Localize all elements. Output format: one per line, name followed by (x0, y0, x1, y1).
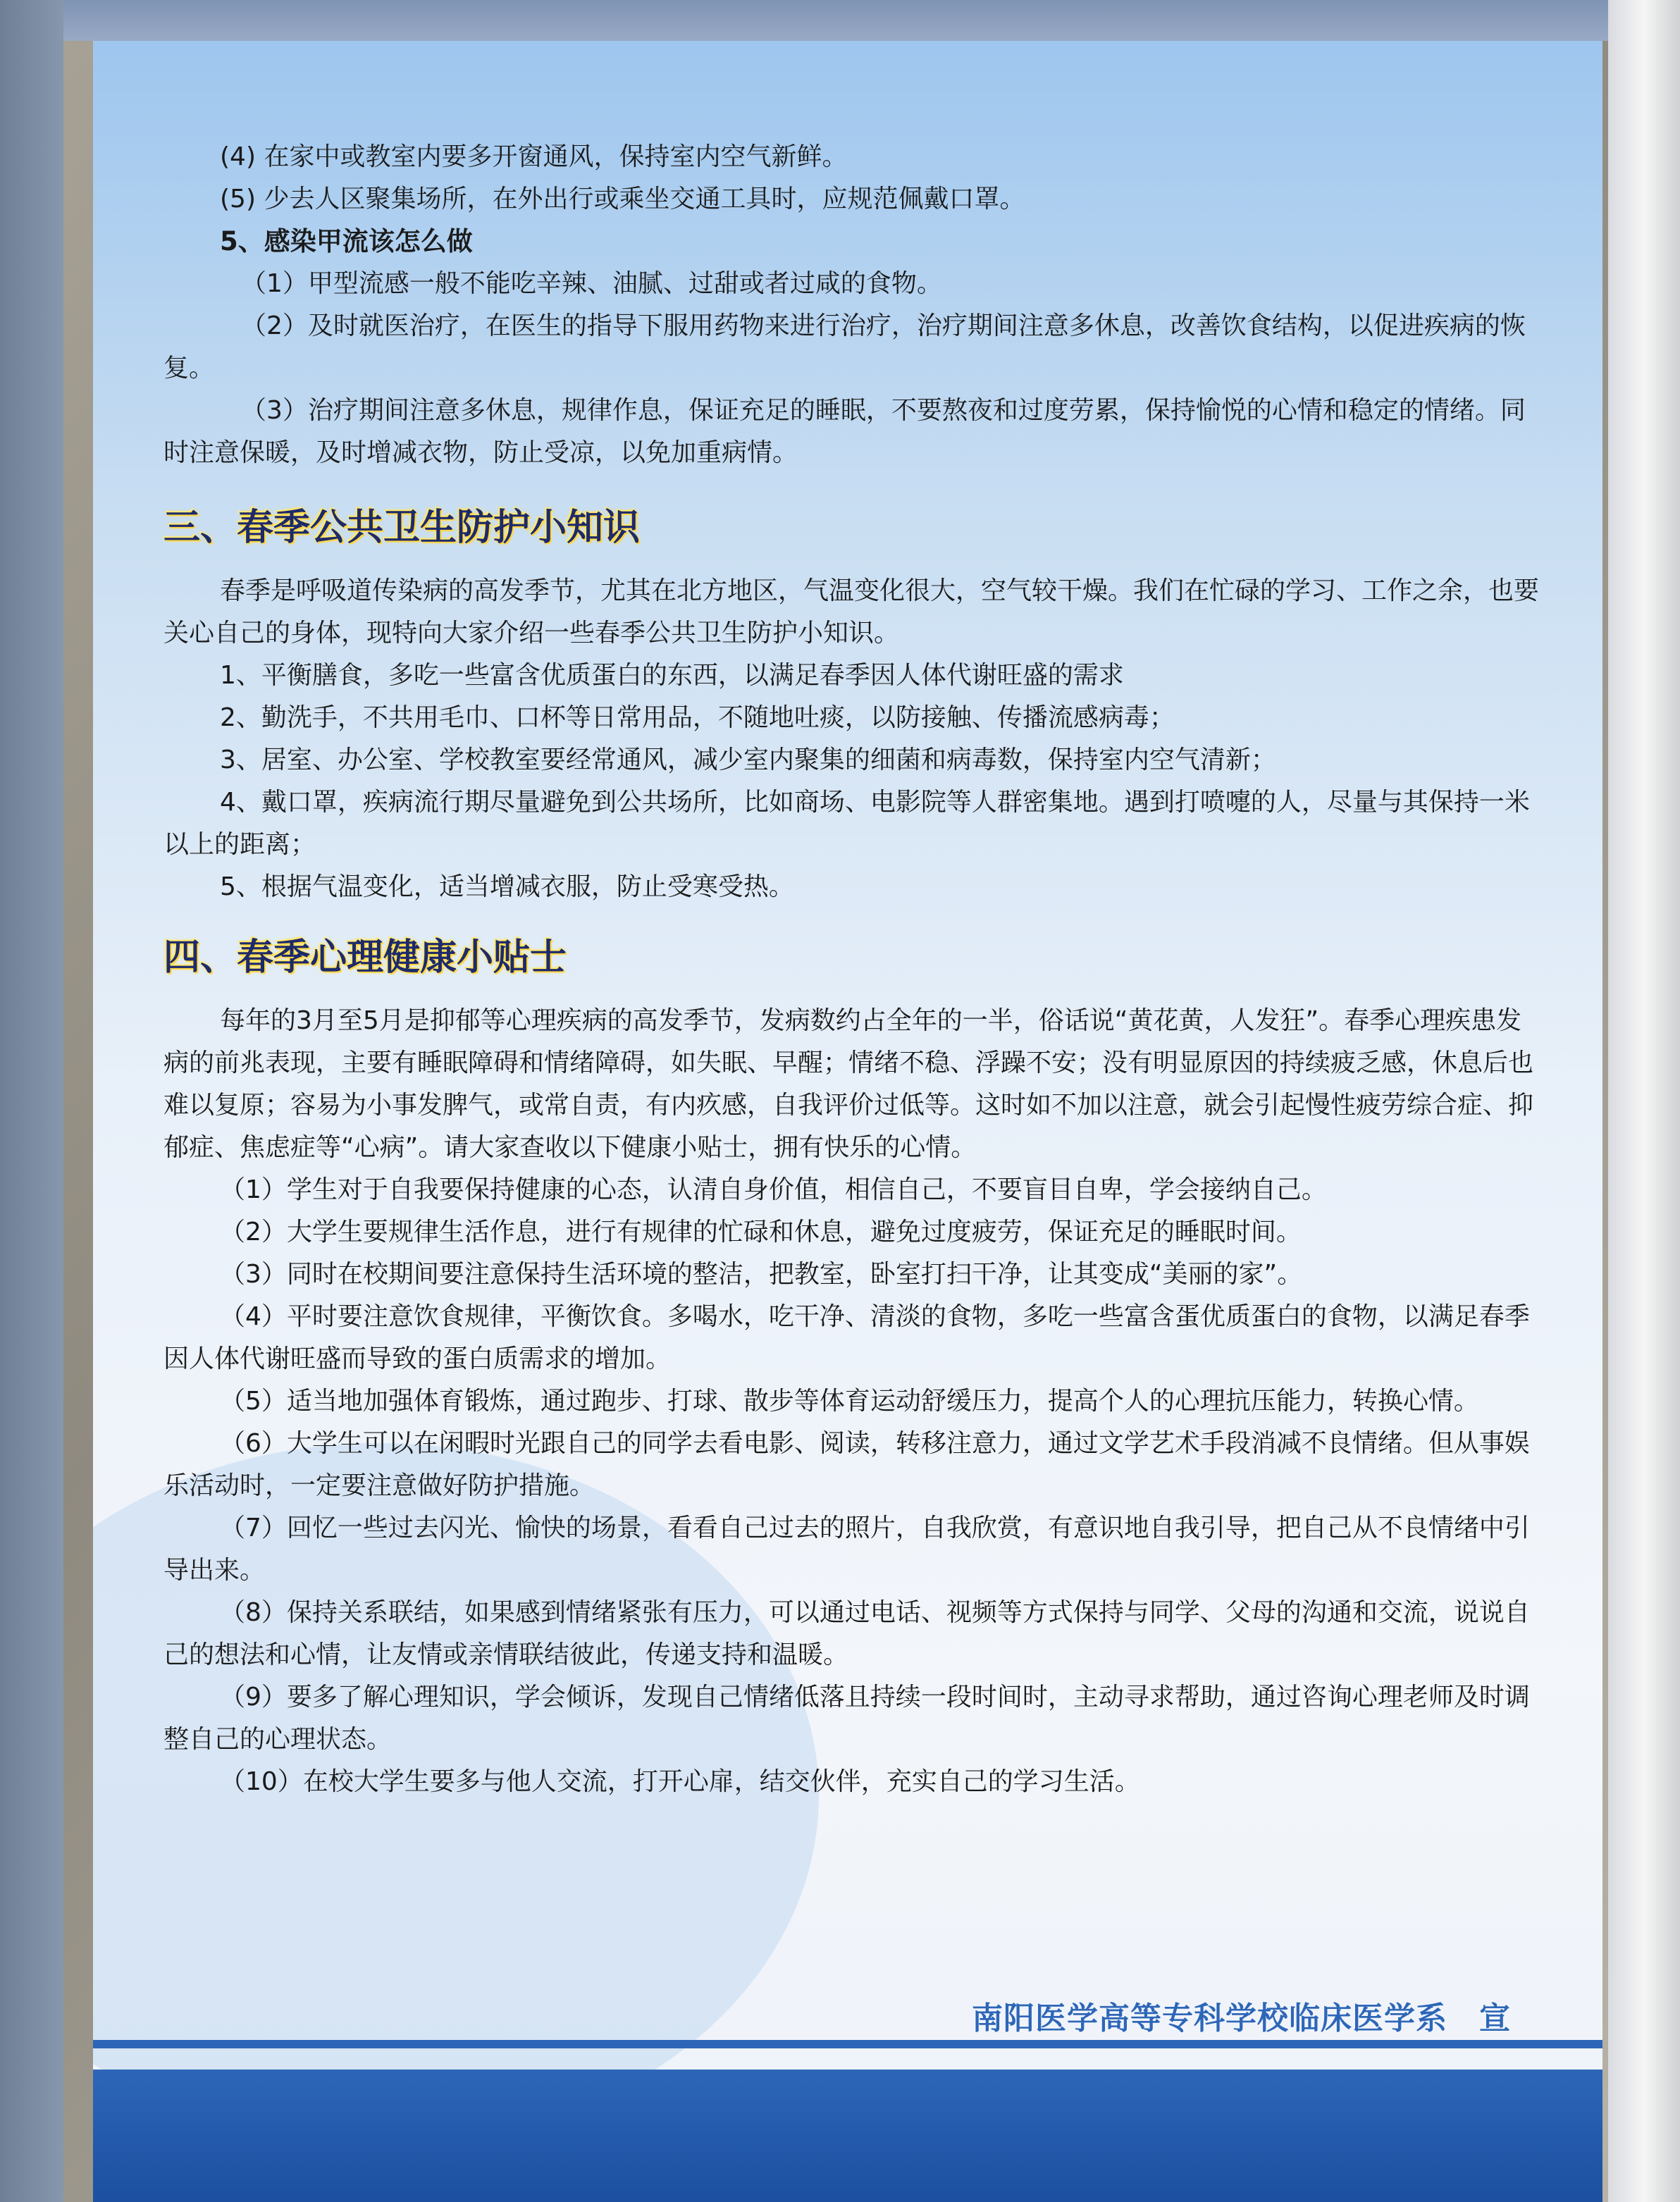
board-frame-top (63, 0, 1621, 41)
section3-item-5: 5、根据气温变化，适当增减衣服，防止受寒受热。 (220, 872, 794, 901)
subheading-flu-infection: 5、感染甲流该怎么做 (220, 226, 473, 256)
board-frame-left (0, 0, 63, 2202)
section4-heading: 四、春季心理健康小贴士 (163, 936, 567, 979)
section4-item-1: （1）学生对于自我要保持健康的心态，认清自身价值，相信自己，不要盲目自卑，学会接纳自己。 (220, 1175, 1327, 1204)
section3-heading: 三、春季公共卫生防护小知识 (163, 506, 641, 549)
board-frame-right (1608, 0, 1680, 2202)
section4-item-10: （10）在校大学生要多与他人交流，打开心扉，结交伙伴，充实自己的学习生活。 (220, 1767, 1140, 1796)
flu-tip-3: （3）治疗期间注意多休息，规律作息，保证充足的睡眠，不要熬夜和过度劳累，保持愉悦的心情和稳定的情绪。同时注意保暖，及时增减衣物，防止受凉，以免加重病情。 (163, 396, 1526, 467)
section4-item-8: （8）保持关系联结，如果感到情绪紧张有压力，可以通过电话、视频等方式保持与同学、父母的沟通和交流，说说自己的想法和心情，让友情或亲情联结彼此，传递支持和温暖。 (163, 1598, 1530, 1669)
section4-item-4: （4）平时要注意饮食规律，平衡饮食。多喝水，吃干净、清淡的食物，多吃一些富含蛋优质蛋白的食物，以满足春季因人体代谢旺盛而导致的蛋白质需求的增加。 (163, 1302, 1530, 1373)
flu-tip-1: （1）甲型流感一般不能吃辛辣、油腻、过甜或者过咸的食物。 (241, 269, 942, 298)
section3-item-1: 1、平衡膳食，多吃一些富含优质蛋白的东西，以满足春季因人体代谢旺盛的需求 (220, 661, 1124, 690)
section3-item-2: 2、勤洗手，不共用毛巾、口杯等日常用品，不随地吐痰，以防接触、传播流感病毒； (220, 703, 1175, 732)
section4-item-9: （9）要多了解心理知识，学会倾诉，发现自己情绪低落且持续一段时间时，主动寻求帮助，通过咨询心理老师及时调整自己的心理状态。 (163, 1683, 1530, 1754)
section4-item-6: （6）大学生可以在闲暇时光跟自己的同学去看电影、阅读，转移注意力，通过文学艺术手段消减不良情绪。但从事娱乐活动时，一定要注意做好防护措施。 (163, 1429, 1530, 1500)
section3-item-4: 4、戴口罩，疾病流行期尽量避免到公共场所，比如商场、电影院等人群密集地。遇到打喷嚏的人，尽量与其保持一米以上的距离； (163, 788, 1530, 859)
section4-item-2: （2）大学生要规律生活作息，进行有规律的忙碌和休息，避免过度疲劳，保证充足的睡眠时间。 (220, 1218, 1302, 1247)
signature: 南阳医学高等专科学校临床医学系 宣 (972, 2000, 1511, 2036)
flu-tip-2: （2）及时就医治疗，在医生的指导下服用药物来进行治疗，治疗期间注意多休息，改善饮食结构，以促进疾病的恢复。 (163, 311, 1526, 383)
section4-item-7: （7）回忆一些过去闪光、愉快的场景，看看自己过去的照片，自我欣赏，有意识地自我引导，把自己从不良情绪中引导出来。 (163, 1514, 1530, 1585)
section3-item-3: 3、居室、办公室、学校教室要经常通风，减少室内聚集的细菌和病毒数，保持室内空气清新； (220, 746, 1276, 774)
section2-item-5: (5) 少去人区聚集场所，在外出行或乘坐交通工具时，应规范佩戴口罩。 (220, 185, 1025, 214)
section4-item-3: （3）同时在校期间要注意保持生活环境的整洁，把教室，卧室打扫干净，让其变成“美丽的家”。 (220, 1260, 1303, 1289)
section2-item-4: (4) 在家中或教室内要多开窗通风，保持室内空气新鲜。 (220, 142, 848, 171)
section4-item-5: （5）适当地加强体育锻炼，通过跑步、打球、散步等体育运动舒缓压力，提高个人的心理抗压能力，转换心情。 (220, 1387, 1479, 1416)
section4-intro: 每年的3月至5月是抑郁等心理疾病的高发季节，发病数约占全年的一半，俗话说“黄花黄，人发狂”。春季心理疾患发病的前兆表现，主要有睡眠障碍和情绪障碍，如失眠、早醒；情绪不稳、浮躁不安；没有明显原因的持续疲乏感，休息后也难以复原；容易为小事发脾气，或常自责，有内疚感，自我评价过低等。这时如不加以注意，就会引起慢性疲劳综合症、抑郁症、焦虑症等“心病”。请大家查收以下健康小贴士，拥有快乐的心情。 (163, 1006, 1534, 1162)
bottom-divider-line (93, 2040, 1602, 2048)
bottom-blue-band (93, 2070, 1602, 2202)
poster (93, 41, 1602, 2202)
poster-content (163, 136, 1545, 1803)
section3-intro: 春季是呼吸道传染病的高发季节，尤其在北方地区，气温变化很大，空气较干燥。我们在忙碌的学习、工作之余，也要关心自己的身体，现特向大家介绍一些春季公共卫生防护小知识。 (163, 576, 1540, 648)
